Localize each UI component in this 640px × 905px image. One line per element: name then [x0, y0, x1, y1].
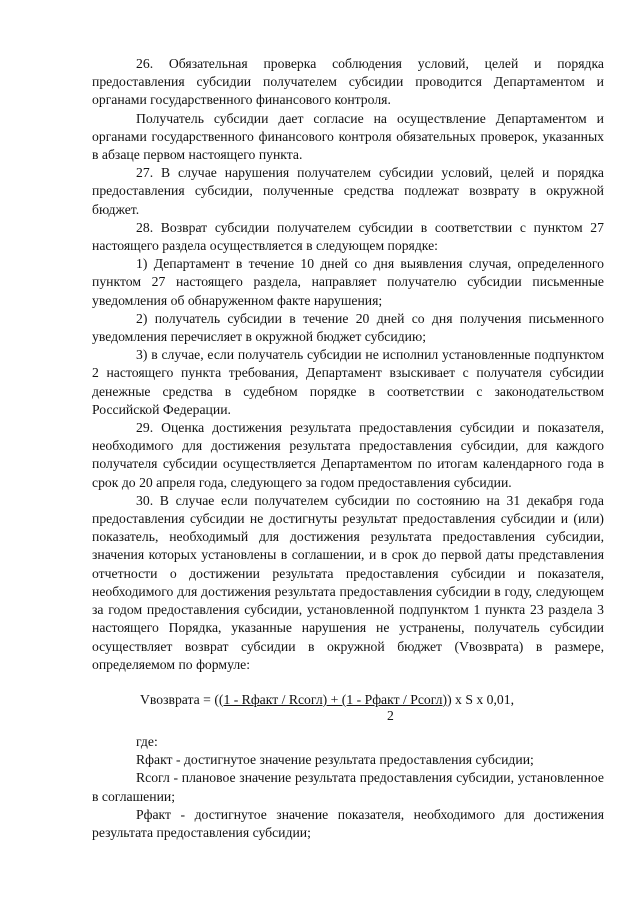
formula-line — [140, 691, 514, 709]
paragraph-28-item-2: 2) получатель субсидии в течение 20 дней со дня получения письменного уведомления перечисляет в окружной бюджет субсидию; — [92, 310, 604, 345]
definition-r-plan: Rсогл - плановое значение результата предоставления субсидии, установленное в соглашении; — [92, 770, 604, 804]
formula-denominator: 2 — [387, 707, 394, 723]
definition-where: где: — [136, 733, 158, 749]
return-formula — [92, 691, 604, 721]
document-body — [92, 55, 604, 842]
paragraph-29: 29. Оценка достижения результата предоставления субсидии и показателя, необходимого для достижения результата предоставления субсидии, для каждого получателя субсидии осуществляется Департаментом по итогам календарного года в срок до 20 апреля года, следующего за годом предоставления субсидии. — [92, 420, 604, 490]
formula-rhs: ) x S x 0,01, — [447, 691, 514, 707]
paragraph-consent: Получатель субсидии дает согласие на осуществление Департаментом и органами государственного финансового контроля обязательных проверок, указанных в абзаце первом настоящего пункта. — [92, 110, 604, 163]
formula-numerator: 1 - Rфакт / Rсогл) + (1 - Pфакт / Pсогл) — [223, 691, 448, 707]
definition-p-fact: Pфакт - достигнутое значение показателя, необходимого для достижения результата предоставления субсидии; — [92, 806, 604, 840]
paragraph-28-item-1: 1) Департамент в течение 10 дней со дня выявления случая, определенного пунктом 27 настоящего раздела, направляет получателю субсидии письменные уведомления об обнаруженном факте нарушения; — [92, 256, 604, 308]
paragraph-28-item-3: 3) в случае, если получатель субсидии не исполнил установленные подпунктом 2 настоящего пункта требования, Департамент взыскивает с получателя субсидии денежные средства в судебном порядке в соответствии с законодательством Российской Федерации. — [92, 347, 604, 417]
paragraph-28: 28. Возврат субсидии получателем субсидии в соответствии с пунктом 27 настоящего раздела осуществляется в следующем порядке: — [92, 219, 604, 254]
formula-lhs: Vвозврата = (( — [140, 691, 224, 707]
paragraph-26: 26. Обязательная проверка соблюдения условий, целей и порядка предоставления субсидии получателем субсидии проводится Департаментом и органами государственного финансового контроля. — [92, 56, 604, 108]
paragraph-30: 30. В случае если получателем субсидии по состоянию на 31 декабря года предоставления субсидии не достигнуты результат предоставления субсидии и (или) показатель, необходимый для достижения результата предоставления субсидии, значения которых установлены в соглашении, и в срок до первой даты представления отчетности о достижении результата предоставления субсидии и показателя, необходимого для достижения результата предоставления субсидии в году, следующем за годом предоставления субсидии, установленной подпунктом 1 пункта 23 раздела 3 настоящего Порядка, указанные нарушения не устранены, получатель субсидии осуществляет возврат субсидии в окружной бюджет (Vвозврата) в размере, определяемом по формуле: — [92, 492, 604, 672]
paragraph-27: 27. В случае нарушения получателем субсидии условий, целей и порядка предоставления субсидии, полученные средства подлежат возврату в окружной бюджет. — [92, 165, 604, 217]
definition-r-fact: Rфакт - достигнутое значение результата предоставления субсидии; — [136, 752, 534, 768]
